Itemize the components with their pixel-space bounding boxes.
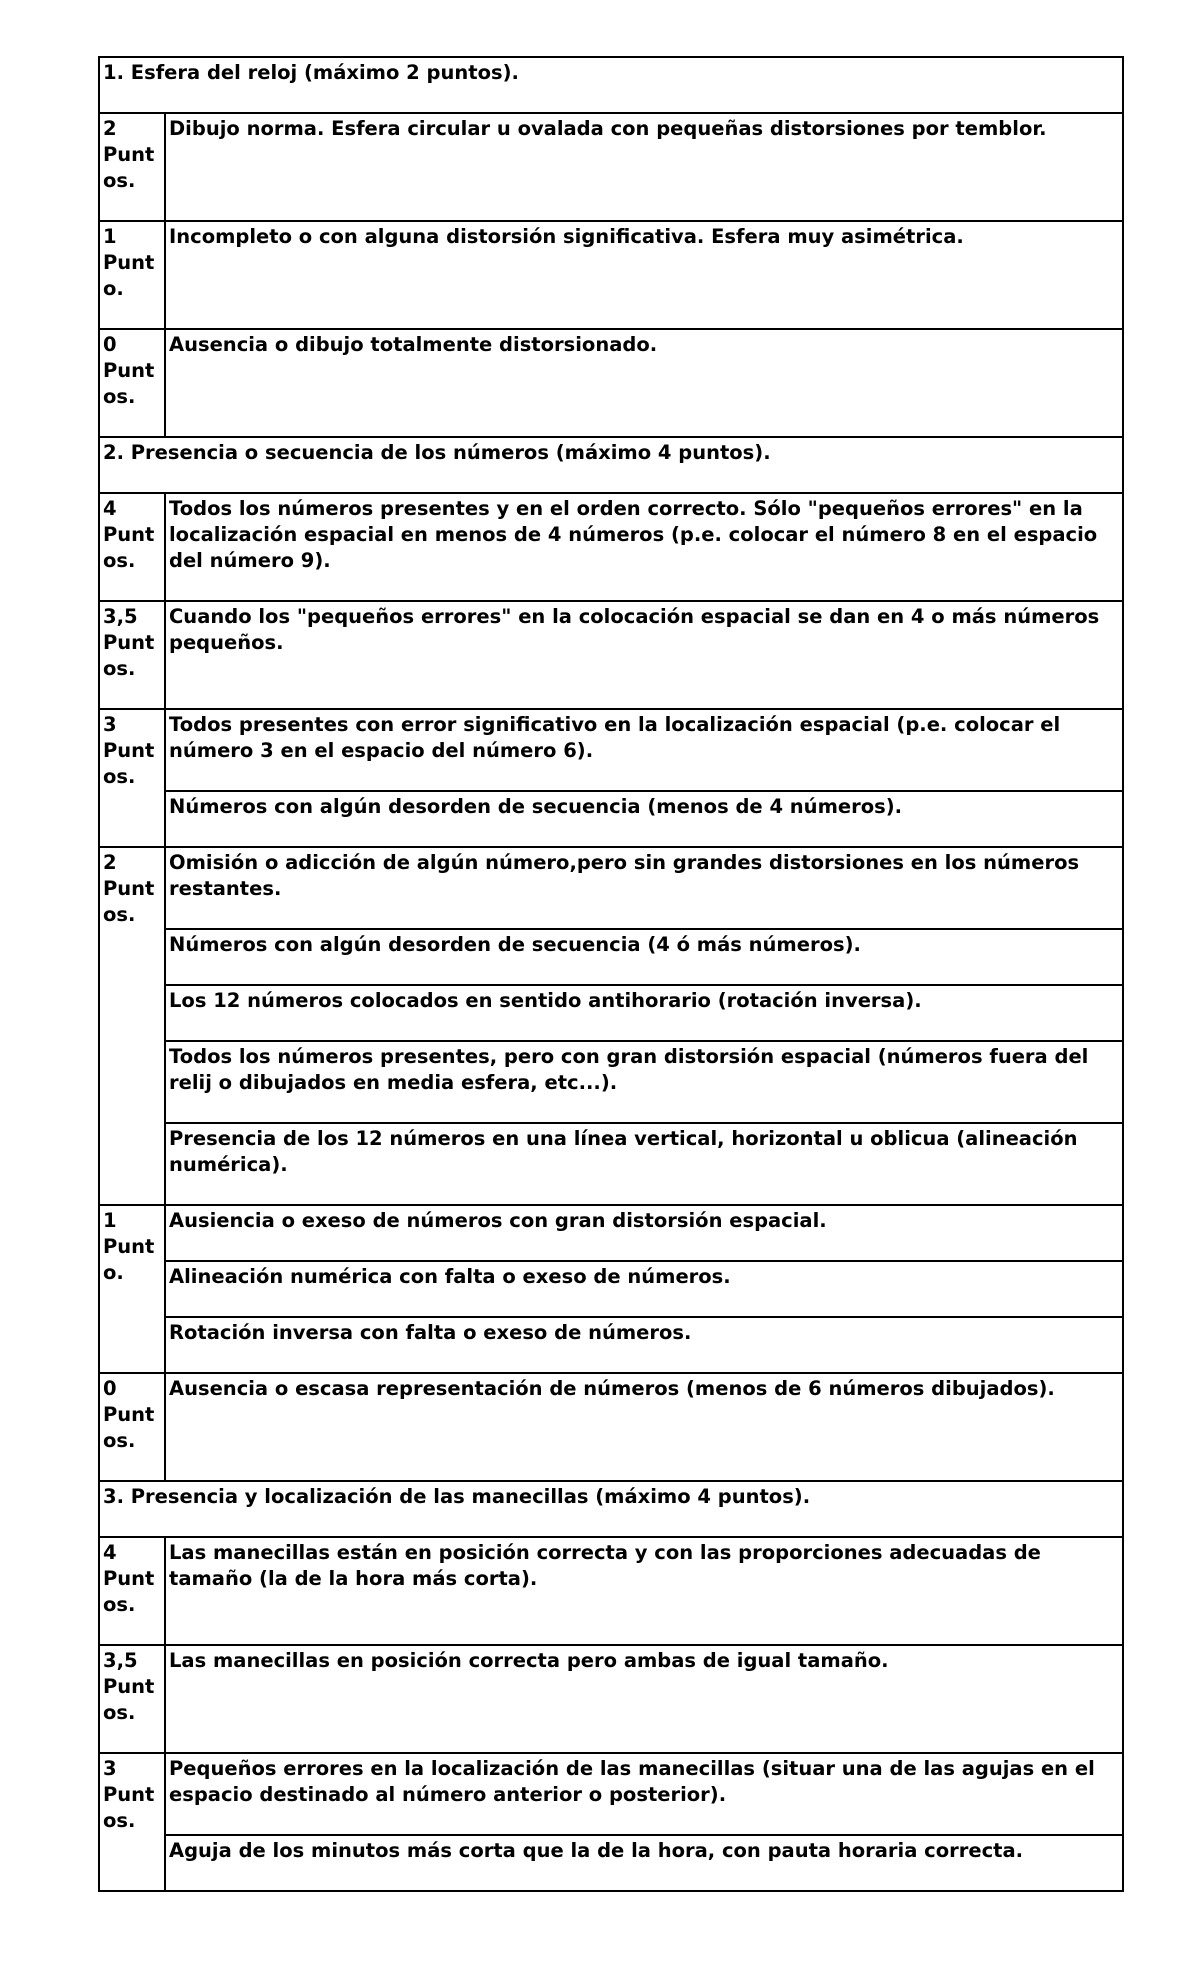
section-header-row: [99, 437, 1123, 493]
criterion-cell: Cuando los "pequeños errores" en la colocación espacial se dan en 4 o más números pequeños.: [165, 601, 1123, 709]
criterion-cell: Ausiencia o exeso de números con gran distorsión espacial.: [165, 1205, 1123, 1261]
table-row: [99, 1537, 1123, 1645]
points-cell: 0 Puntos.: [99, 1373, 165, 1481]
criterion-cell: Rotación inversa con falta o exeso de números.: [165, 1317, 1123, 1373]
table-row: [99, 791, 1123, 847]
criterion-cell: Presencia de los 12 números en una línea vertical, horizontal u oblicua (alineación numérica).: [165, 1123, 1123, 1205]
section-title: 2. Presencia o secuencia de los números (máximo 4 puntos).: [99, 437, 1123, 493]
criterion-cell: Incompleto o con alguna distorsión significativa. Esfera muy asimétrica.: [165, 221, 1123, 329]
table-row: [99, 1753, 1123, 1835]
section-header-row: [99, 1481, 1123, 1537]
table-row: [99, 601, 1123, 709]
points-cell: 4 Puntos.: [99, 1537, 165, 1645]
section-header-row: [99, 57, 1123, 113]
section-title: 3. Presencia y localización de las manecillas (máximo 4 puntos).: [99, 1481, 1123, 1537]
points-cell: 3 Puntos.: [99, 709, 165, 847]
criterion-cell: Todos los números presentes, pero con gran distorsión espacial (números fuera del relij o dibujados en media esfera, etc...).: [165, 1041, 1123, 1123]
criterion-cell: Los 12 números colocados en sentido antihorario (rotación inversa).: [165, 985, 1123, 1041]
points-cell: 1 Punto.: [99, 1205, 165, 1373]
criterion-cell: Dibujo norma. Esfera circular u ovalada con pequeñas distorsiones por temblor.: [165, 113, 1123, 221]
criterion-cell: Todos presentes con error significativo en la localización espacial (p.e. colocar el número 3 en el espacio del número 6).: [165, 709, 1123, 791]
table-row: [99, 709, 1123, 791]
table-row: [99, 1373, 1123, 1481]
table-row: [99, 929, 1123, 985]
table-row: [99, 1317, 1123, 1373]
criterion-cell: Las manecillas están en posición correcta y con las proporciones adecuadas de tamaño (la de la hora más corta).: [165, 1537, 1123, 1645]
points-cell: 3 Puntos.: [99, 1753, 165, 1891]
table-row: [99, 1123, 1123, 1205]
criterion-cell: Aguja de los minutos más corta que la de la hora, con pauta horaria correcta.: [165, 1835, 1123, 1891]
table-row: [99, 493, 1123, 601]
table-row: [99, 985, 1123, 1041]
table-row: [99, 113, 1123, 221]
criterion-cell: Omisión o adicción de algún número,pero sin grandes distorsiones en los números restantes.: [165, 847, 1123, 929]
criterion-cell: Pequeños errores en la localización de las manecillas (situar una de las agujas en el espacio destinado al número anterior o posterior).: [165, 1753, 1123, 1835]
table-row: [99, 1835, 1123, 1891]
criterion-cell: Números con algún desorden de secuencia (4 ó más números).: [165, 929, 1123, 985]
points-cell: 0 Puntos.: [99, 329, 165, 437]
table-row: [99, 329, 1123, 437]
table-row: [99, 221, 1123, 329]
criterion-cell: Las manecillas en posición correcta pero ambas de igual tamaño.: [165, 1645, 1123, 1753]
scoring-table: [98, 56, 1124, 1892]
points-cell: 4 Puntos.: [99, 493, 165, 601]
table-row: [99, 847, 1123, 929]
criterion-cell: Alineación numérica con falta o exeso de números.: [165, 1261, 1123, 1317]
criterion-cell: Ausencia o dibujo totalmente distorsionado.: [165, 329, 1123, 437]
points-cell: 2 Puntos.: [99, 847, 165, 1205]
table-row: [99, 1645, 1123, 1753]
section-title: 1. Esfera del reloj (máximo 2 puntos).: [99, 57, 1123, 113]
points-cell: 2 Puntos.: [99, 113, 165, 221]
table-row: [99, 1041, 1123, 1123]
criterion-cell: Todos los números presentes y en el orden correcto. Sólo "pequeños errores" en la localización espacial en menos de 4 números (p.e. colocar el número 8 en el espacio del número 9).: [165, 493, 1123, 601]
points-cell: 3,5 Puntos.: [99, 601, 165, 709]
table-row: [99, 1205, 1123, 1261]
criterion-cell: Números con algún desorden de secuencia (menos de 4 números).: [165, 791, 1123, 847]
criterion-cell: Ausencia o escasa representación de números (menos de 6 números dibujados).: [165, 1373, 1123, 1481]
points-cell: 3,5 Puntos.: [99, 1645, 165, 1753]
points-cell: 1 Punto.: [99, 221, 165, 329]
table-row: [99, 1261, 1123, 1317]
